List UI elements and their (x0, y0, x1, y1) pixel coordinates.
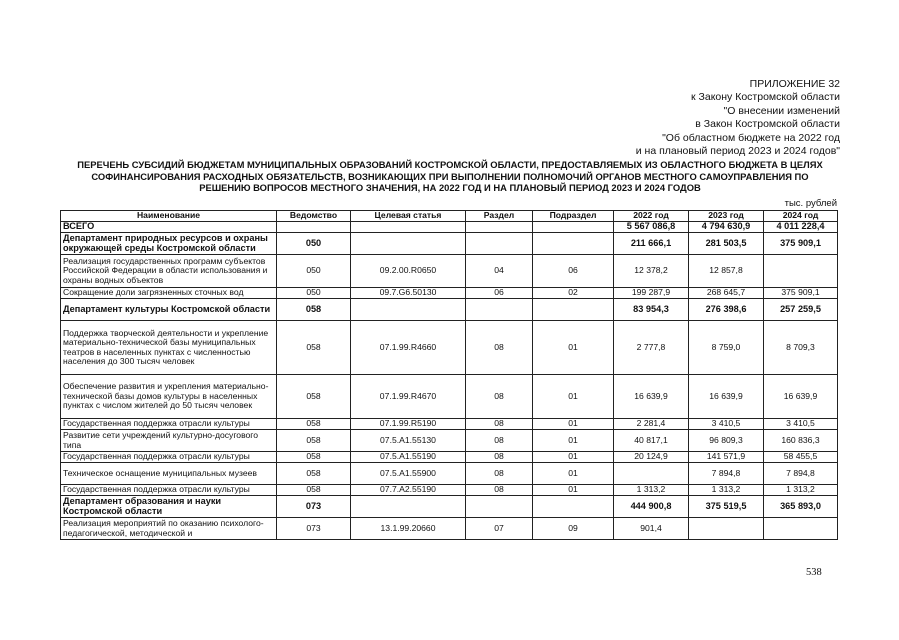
table-cell: 07.1.99.R4670 (351, 375, 466, 419)
appendix-line: "Об областном бюджете на 2022 год (662, 131, 840, 144)
table-cell: 1 313,2 (614, 485, 689, 496)
document-title (60, 159, 840, 194)
table-cell: 4 011 228,4 (764, 222, 838, 233)
table-cell: 01 (533, 485, 614, 496)
table-row (61, 375, 838, 419)
table-header-row (61, 211, 838, 222)
table-cell: Сокращение доли загрязненных сточных вод (61, 288, 277, 299)
table-cell: 01 (533, 463, 614, 485)
table-body (61, 222, 838, 540)
table-cell: 06 (466, 288, 533, 299)
table-cell: 06 (533, 255, 614, 288)
table-cell: 050 (277, 233, 351, 255)
table-row (61, 463, 838, 485)
table-cell (351, 222, 466, 233)
table-cell (277, 222, 351, 233)
table-cell: 7 894,8 (764, 463, 838, 485)
table-cell: 09 (533, 518, 614, 540)
table-cell: 02 (533, 288, 614, 299)
table-cell: 07 (466, 518, 533, 540)
column-header: 2022 год (614, 211, 689, 222)
table-cell: 20 124,9 (614, 452, 689, 463)
table-cell: Государственная поддержка отрасли культуры (61, 485, 277, 496)
table-cell: 8 709,3 (764, 321, 838, 375)
table-cell: 07.7.A2.55190 (351, 485, 466, 496)
table-cell: 58 455,5 (764, 452, 838, 463)
table-cell: 058 (277, 463, 351, 485)
table-cell (689, 518, 764, 540)
table-cell: 40 817,1 (614, 430, 689, 452)
title-line: СОФИНАНСИРОВАНИЯ РАСХОДНЫХ ОБЯЗАТЕЛЬСТВ, ВОЗНИКАЮЩИХ ПРИ ВЫПОЛНЕНИИ ПОЛНОМОЧИЙ ОРГАНОВ МЕСТНОГО САМОУПРАВЛЕНИЯ ПО (91, 170, 809, 182)
table-cell (351, 496, 466, 518)
table-cell (533, 496, 614, 518)
table-row (61, 485, 838, 496)
table-cell: Обеспечение развития и укрепления материально-технической базы домов культуры в населенных пунктах с числом жителей до 50 тысяч человек (61, 375, 277, 419)
table-row (61, 288, 838, 299)
table-cell: Техническое оснащение муниципальных музеев (61, 463, 277, 485)
table-row (61, 255, 838, 288)
table-cell: 07.1.99.R5190 (351, 419, 466, 430)
table-cell: 01 (533, 419, 614, 430)
table-cell: 08 (466, 485, 533, 496)
page-number: 538 (806, 567, 822, 578)
column-header: 2024 год (764, 211, 838, 222)
table-cell (466, 222, 533, 233)
table-cell: 058 (277, 375, 351, 419)
table-cell: Государственная поддержка отрасли культуры (61, 419, 277, 430)
table-cell: 050 (277, 288, 351, 299)
appendix-line: ПРИЛОЖЕНИЕ 32 (749, 78, 840, 90)
table-cell (533, 299, 614, 321)
table-cell: 1 313,2 (689, 485, 764, 496)
table-cell: 01 (533, 321, 614, 375)
table-row (61, 321, 838, 375)
table-cell: Департамент образования и науки Костромской области (61, 496, 277, 518)
table-cell: 16 639,9 (689, 375, 764, 419)
table-cell: 058 (277, 419, 351, 430)
table-cell: 01 (533, 430, 614, 452)
column-header: Раздел (466, 211, 533, 222)
table-row-total (61, 222, 838, 233)
table-row (61, 419, 838, 430)
appendix-header (636, 78, 840, 158)
table-cell: 96 809,3 (689, 430, 764, 452)
table-cell: 2 281,4 (614, 419, 689, 430)
table-cell (351, 233, 466, 255)
table-cell: 375 909,1 (764, 288, 838, 299)
appendix-line: "О внесении изменений (723, 104, 840, 117)
table-cell (466, 496, 533, 518)
table-cell: 07.1.99.R4660 (351, 321, 466, 375)
table-cell: Поддержка творческой деятельности и укрепление материально-технической базы муниципальных театров в населенных пунктах с численностью населения до 300 тысяч человек (61, 321, 277, 375)
table-cell: 3 410,5 (764, 419, 838, 430)
table-row (61, 430, 838, 452)
table-cell: 83 954,3 (614, 299, 689, 321)
table-cell: 09.2.00.R0650 (351, 255, 466, 288)
column-header: Подраздел (533, 211, 614, 222)
table-cell: 1 313,2 (764, 485, 838, 496)
table-cell (764, 255, 838, 288)
table-cell: 073 (277, 496, 351, 518)
table-cell: Государственная поддержка отрасли культуры (61, 452, 277, 463)
table-row-total (61, 299, 838, 321)
table-cell: 8 759,0 (689, 321, 764, 375)
table-cell: 7 894,8 (689, 463, 764, 485)
table-cell: 141 571,9 (689, 452, 764, 463)
table-cell: Развитие сети учреждений культурно-досугового типа (61, 430, 277, 452)
table-cell: 4 794 630,9 (689, 222, 764, 233)
table-cell: 276 398,6 (689, 299, 764, 321)
table-cell: 08 (466, 375, 533, 419)
table-cell: 257 259,5 (764, 299, 838, 321)
table-cell: 160 836,3 (764, 430, 838, 452)
table-cell: 07.5.A1.55130 (351, 430, 466, 452)
table-cell: 199 287,9 (614, 288, 689, 299)
table-row-total (61, 233, 838, 255)
table-cell: 073 (277, 518, 351, 540)
table-cell: 01 (533, 452, 614, 463)
table-cell: 375 519,5 (689, 496, 764, 518)
table-cell: 08 (466, 419, 533, 430)
table-cell: 13.1.99.20660 (351, 518, 466, 540)
table-cell: 08 (466, 463, 533, 485)
table-cell: Реализация мероприятий по оказанию психолого-педагогической, методической и (61, 518, 277, 540)
table-cell: 375 909,1 (764, 233, 838, 255)
subsidies-table (60, 210, 838, 540)
table-cell: 058 (277, 430, 351, 452)
table-cell (533, 222, 614, 233)
table-cell: Департамент культуры Костромской области (61, 299, 277, 321)
table-cell: 058 (277, 321, 351, 375)
table-cell: 01 (533, 375, 614, 419)
table-cell: Реализация государственных программ субъектов Российской Федерации в области использования и охраны водных объектов (61, 255, 277, 288)
column-header: 2023 год (689, 211, 764, 222)
table-cell: ВСЕГО (61, 222, 277, 233)
appendix-line: к Закону Костромской области (691, 91, 840, 104)
title-line: ПЕРЕЧЕНЬ СУБСИДИЙ БЮДЖЕТАМ МУНИЦИПАЛЬНЫХ ОБРАЗОВАНИЙ КОСТРОМСКОЙ ОБЛАСТИ, ПРЕДОСТАВЛЯЕМЫХ ИЗ ОБЛАСТНОГО БЮДЖЕТА В ЦЕЛЯХ (77, 159, 823, 170)
table-cell: 058 (277, 485, 351, 496)
table-cell: 16 639,9 (614, 375, 689, 419)
table-row (61, 452, 838, 463)
table-cell: 365 893,0 (764, 496, 838, 518)
title-line: РЕШЕНИЮ ВОПРОСОВ МЕСТНОГО ЗНАЧЕНИЯ, НА 2022 ГОД И НА ПЛАНОВЫЙ ПЕРИОД 2023 И 2024 ГОДОВ (199, 182, 701, 194)
appendix-line: в Закон Костромской области (695, 118, 840, 131)
column-header: Целевая статья (351, 211, 466, 222)
table-cell: 04 (466, 255, 533, 288)
table-cell: 08 (466, 452, 533, 463)
column-header: Наименование (61, 211, 277, 222)
table-cell: 16 639,9 (764, 375, 838, 419)
table-cell: 050 (277, 255, 351, 288)
table-cell: Департамент природных ресурсов и охраны окружающей среды Костромской области (61, 233, 277, 255)
table-cell: 12 857,8 (689, 255, 764, 288)
table-cell (614, 463, 689, 485)
table-cell: 08 (466, 430, 533, 452)
table-cell (466, 233, 533, 255)
table-cell: 12 378,2 (614, 255, 689, 288)
table-cell (466, 299, 533, 321)
table-cell: 09.7.G6.50130 (351, 288, 466, 299)
units-label: тыс. рублей (784, 198, 837, 209)
table-cell: 3 410,5 (689, 419, 764, 430)
table-row (61, 518, 838, 540)
table-cell: 901,4 (614, 518, 689, 540)
column-header: Ведомство (277, 211, 351, 222)
table-cell: 058 (277, 452, 351, 463)
table-cell: 444 900,8 (614, 496, 689, 518)
table-cell (533, 233, 614, 255)
appendix-line: и на плановый период 2023 и 2024 годов" (635, 145, 840, 158)
table-cell: 08 (466, 321, 533, 375)
table-row-total (61, 496, 838, 518)
table-cell: 211 666,1 (614, 233, 689, 255)
table-cell: 058 (277, 299, 351, 321)
table-cell: 07.5.A1.55900 (351, 463, 466, 485)
table-cell: 281 503,5 (689, 233, 764, 255)
table-cell (764, 518, 838, 540)
table-cell: 07.5.A1.55190 (351, 452, 466, 463)
table-cell: 2 777,8 (614, 321, 689, 375)
table-cell: 268 645,7 (689, 288, 764, 299)
table-cell: 5 567 086,8 (614, 222, 689, 233)
table-cell (351, 299, 466, 321)
